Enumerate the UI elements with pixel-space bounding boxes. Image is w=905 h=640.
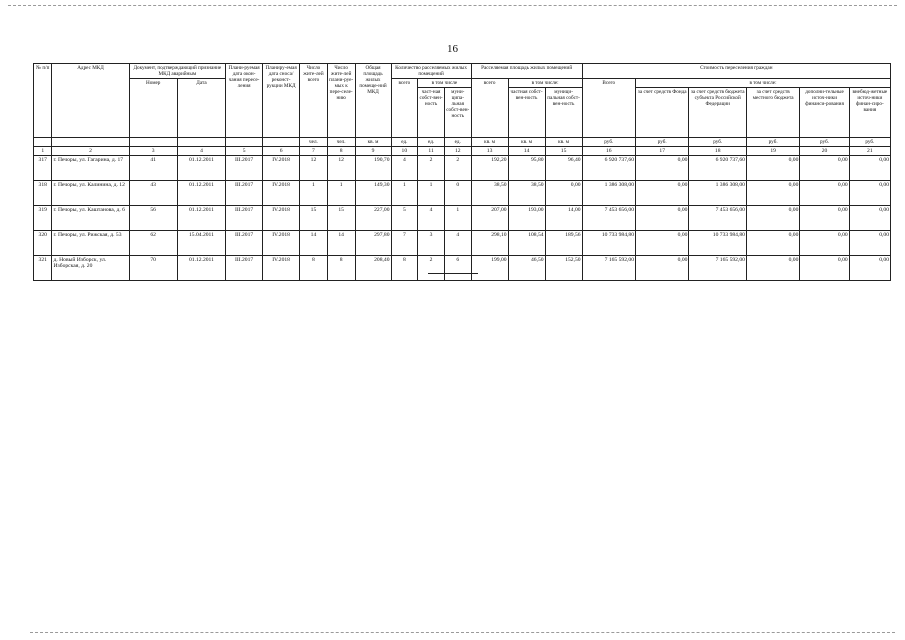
header-incl2: в том числе: — [508, 79, 582, 88]
scan-edge-top — [8, 5, 897, 6]
data-cell: 4 — [418, 206, 445, 231]
table-row — [34, 256, 891, 281]
data-cell: 227,00 — [355, 206, 391, 231]
column-number: 10 — [391, 147, 418, 156]
data-cell: 0,00 — [800, 231, 849, 256]
address-cell: г. Печоры, ул. Каштанова, д. 6 — [52, 206, 129, 231]
data-cell: 207,00 — [471, 206, 508, 231]
column-number: 2 — [52, 147, 129, 156]
data-cell: III.2017 — [226, 231, 263, 256]
data-cell: 0,00 — [800, 156, 849, 181]
column-number: 16 — [582, 147, 635, 156]
column-number: 8 — [327, 147, 355, 156]
column-number: 11 — [418, 147, 445, 156]
data-cell: 190,70 — [355, 156, 391, 181]
data-cell: 0,00 — [746, 181, 799, 206]
header-municipal-own: муни-ципа-льная собст-вен-ность — [444, 88, 471, 138]
header-document: Документ, подтверждающий признание МКД аварийным — [129, 64, 226, 79]
unit-cell: ед. — [391, 138, 418, 147]
header-doc-date: Дата — [177, 79, 225, 138]
data-cell: 4 — [444, 231, 471, 256]
unit-cell: кв. м — [508, 138, 545, 147]
data-cell: 208,40 — [355, 256, 391, 281]
data-cell: IV.2018 — [263, 156, 300, 181]
unit-cell: чел. — [300, 138, 328, 147]
unit-cell: руб. — [800, 138, 849, 147]
data-cell: 15 — [327, 206, 355, 231]
data-cell: 0,00 — [636, 156, 689, 181]
data-cell: 1 — [444, 206, 471, 231]
data-cell: III.2017 — [226, 156, 263, 181]
data-cell: III.2017 — [226, 256, 263, 281]
data-cell: 1 386 308,00 — [689, 181, 747, 206]
column-number: 15 — [545, 147, 582, 156]
data-cell: 2 — [418, 156, 445, 181]
column-number: 7 — [300, 147, 328, 156]
column-number: 4 — [177, 147, 225, 156]
data-cell: 1 386 308,00 — [582, 181, 635, 206]
header-resettled-area: Расселяемая площадь жилых помещений — [471, 64, 582, 79]
data-cell: 318 — [34, 181, 52, 206]
header-no: № п/п — [34, 64, 52, 138]
data-cell: 01.12.2011 — [177, 206, 225, 231]
header-excess-sources: внебюд-жетные источ-ники финан-сиро-вания — [849, 88, 890, 138]
data-cell: IV.2018 — [263, 181, 300, 206]
column-number: 3 — [129, 147, 177, 156]
data-cell: 14 — [327, 231, 355, 256]
data-cell: 5 — [391, 206, 418, 231]
data-cell: 0,00 — [746, 206, 799, 231]
data-cell: 298,10 — [471, 231, 508, 256]
header-private-own2: частная собст-вен-ность — [508, 88, 545, 138]
data-cell: 189,56 — [545, 231, 582, 256]
data-cell: IV.2018 — [263, 206, 300, 231]
data-cell: 7 453 656,00 — [689, 206, 747, 231]
header-cost: Стоимость переселения граждан — [582, 64, 890, 79]
header-doc-number: Номер — [129, 79, 177, 138]
column-number: 13 — [471, 147, 508, 156]
data-cell: 6 920 737,60 — [582, 156, 635, 181]
unit-cell: чел. — [327, 138, 355, 147]
data-cell: 0,00 — [800, 256, 849, 281]
unit-cell: ед. — [418, 138, 445, 147]
column-number: 5 — [226, 147, 263, 156]
column-number: 9 — [355, 147, 391, 156]
data-cell: 0,00 — [800, 181, 849, 206]
data-cell: 1 — [300, 181, 328, 206]
data-cell: 0,00 — [746, 256, 799, 281]
column-number: 17 — [636, 147, 689, 156]
data-cell: 1 — [327, 181, 355, 206]
header-local-budget: за счет средств местного бюджета — [746, 88, 799, 138]
table-row — [34, 181, 891, 206]
data-cell: 38,50 — [508, 181, 545, 206]
address-cell: д. Новый Изборск, ул. Изборская, д. 20 — [52, 256, 129, 281]
data-cell: 12 — [327, 156, 355, 181]
header-extra-sources: дополни-тельные источ-ники финанси-рования — [800, 88, 849, 138]
data-cell: 0,00 — [636, 231, 689, 256]
data-cell: 95,80 — [508, 156, 545, 181]
header-incl: в том числе — [418, 79, 471, 88]
data-cell: 70 — [129, 256, 177, 281]
data-cell: 10 733 984,80 — [582, 231, 635, 256]
data-cell: 152,50 — [545, 256, 582, 281]
data-cell: 0,00 — [746, 231, 799, 256]
unit-cell: руб. — [746, 138, 799, 147]
data-cell: 01.12.2011 — [177, 156, 225, 181]
column-number: 6 — [263, 147, 300, 156]
unit-cell: руб. — [689, 138, 747, 147]
table-row — [34, 231, 891, 256]
data-cell: 43 — [129, 181, 177, 206]
column-number: 18 — [689, 147, 747, 156]
column-number: 14 — [508, 147, 545, 156]
column-number: 1 — [34, 147, 52, 156]
column-number: 20 — [800, 147, 849, 156]
scan-edge-bottom — [30, 632, 895, 633]
data-cell: 56 — [129, 206, 177, 231]
resettlement-table — [33, 63, 891, 281]
header-rooms-count: Количество расселяемых жилых помещений — [391, 64, 471, 79]
data-cell: 0,00 — [800, 206, 849, 231]
address-cell: г. Печоры, ул. Гагарина, д. 17 — [52, 156, 129, 181]
data-cell: III.2017 — [226, 206, 263, 231]
data-cell: 8 — [391, 256, 418, 281]
unit-cell: кв. м — [471, 138, 508, 147]
data-cell: 149,30 — [355, 181, 391, 206]
data-cell: 2 — [418, 256, 445, 281]
data-cell: 46,50 — [508, 256, 545, 281]
header-subject-budget: за счет средств бюджета субъекта Российской Федерации — [689, 88, 747, 138]
data-cell: 7 165 592,00 — [582, 256, 635, 281]
header-fund: за счет средств Фонда — [636, 88, 689, 138]
unit-cell: ед. — [444, 138, 471, 147]
data-rows — [34, 156, 891, 281]
data-cell: 0,00 — [636, 256, 689, 281]
data-cell: 0,00 — [849, 181, 890, 206]
header-incl3: в том числе: — [636, 79, 891, 88]
data-cell: 0 — [444, 181, 471, 206]
data-cell: 199,00 — [471, 256, 508, 281]
unit-cell: руб. — [849, 138, 890, 147]
data-cell: 2 — [444, 156, 471, 181]
data-cell: 38,50 — [471, 181, 508, 206]
header-residents-total: Число жите-лей всего — [300, 64, 328, 138]
data-cell: 6 — [444, 256, 471, 281]
data-cell: 7 — [391, 231, 418, 256]
data-cell: 3 — [418, 231, 445, 256]
data-cell: 192,20 — [471, 156, 508, 181]
unit-cell: руб. — [636, 138, 689, 147]
units-row — [34, 138, 891, 147]
data-cell: 7 165 592,00 — [689, 256, 747, 281]
data-cell: 317 — [34, 156, 52, 181]
header-planned-demolish: Планиру-емая дата сноса/ реконст-рукции МКД — [263, 64, 300, 138]
header-address: Адрес МКД — [52, 64, 129, 138]
data-cell: 0,00 — [545, 181, 582, 206]
header-rooms-total: всего — [391, 79, 418, 138]
header-cost-total: Всего — [582, 79, 635, 138]
header-area-total: всего — [471, 79, 508, 138]
data-cell: 321 — [34, 256, 52, 281]
separator-line — [428, 273, 478, 274]
unit-cell: руб. — [582, 138, 635, 147]
address-cell: г. Печоры, ул. Калинина, д. 12 — [52, 181, 129, 206]
column-number: 21 — [849, 147, 890, 156]
data-cell: 1 — [391, 181, 418, 206]
header-row-2 — [34, 79, 891, 88]
column-number: 12 — [444, 147, 471, 156]
page-number: 16 — [447, 43, 458, 55]
address-cell: г. Печоры, ул. Рижская, д. 53 — [52, 231, 129, 256]
data-cell: III.2017 — [226, 181, 263, 206]
data-cell: 10 733 984,80 — [689, 231, 747, 256]
data-cell: 0,00 — [849, 206, 890, 231]
data-cell: 01.12.2011 — [177, 181, 225, 206]
data-cell: 14 — [300, 231, 328, 256]
data-cell: 12 — [300, 156, 328, 181]
data-cell: 0,00 — [636, 181, 689, 206]
data-cell: 297,80 — [355, 231, 391, 256]
data-cell: 96,40 — [545, 156, 582, 181]
header-row-1 — [34, 64, 891, 79]
data-cell: 62 — [129, 231, 177, 256]
data-cell: 319 — [34, 206, 52, 231]
data-cell: 14,00 — [545, 206, 582, 231]
data-cell: IV.2018 — [263, 231, 300, 256]
header-private-own: част-ная собст-вен-ность — [418, 88, 445, 138]
header-planned-end: Плани-руемая дата окон-чания пересе-ления — [226, 64, 263, 138]
data-cell: 0,00 — [636, 206, 689, 231]
data-cell: 41 — [129, 156, 177, 181]
column-number-row — [34, 147, 891, 156]
data-cell: 0,00 — [849, 231, 890, 256]
data-cell: 193,00 — [508, 206, 545, 231]
unit-cell: кв. м — [355, 138, 391, 147]
data-cell: IV.2018 — [263, 256, 300, 281]
data-cell: 0,00 — [849, 156, 890, 181]
header-residents-planned: Число жите-лей плани-руе-мых к пере-селе-нию — [327, 64, 355, 138]
data-cell: 320 — [34, 231, 52, 256]
data-cell: 8 — [327, 256, 355, 281]
column-number: 19 — [746, 147, 799, 156]
data-cell: 6 920 737,60 — [689, 156, 747, 181]
data-cell: 0,00 — [746, 156, 799, 181]
table-row — [34, 206, 891, 231]
data-cell: 7 453 656,00 — [582, 206, 635, 231]
header-municipal-own2: муници-пальная собст-вен-ность — [545, 88, 582, 138]
unit-cell: кв. м — [545, 138, 582, 147]
data-cell: 4 — [391, 156, 418, 181]
table-row — [34, 156, 891, 181]
data-cell: 0,00 — [849, 256, 890, 281]
header-total-area: Общая площадь жилых помеще-ний МКД — [355, 64, 391, 138]
data-cell: 01.12.2011 — [177, 256, 225, 281]
data-cell: 8 — [300, 256, 328, 281]
data-cell: 1 — [418, 181, 445, 206]
data-cell: 15 — [300, 206, 328, 231]
data-cell: 108,54 — [508, 231, 545, 256]
data-cell: 15.04.2011 — [177, 231, 225, 256]
